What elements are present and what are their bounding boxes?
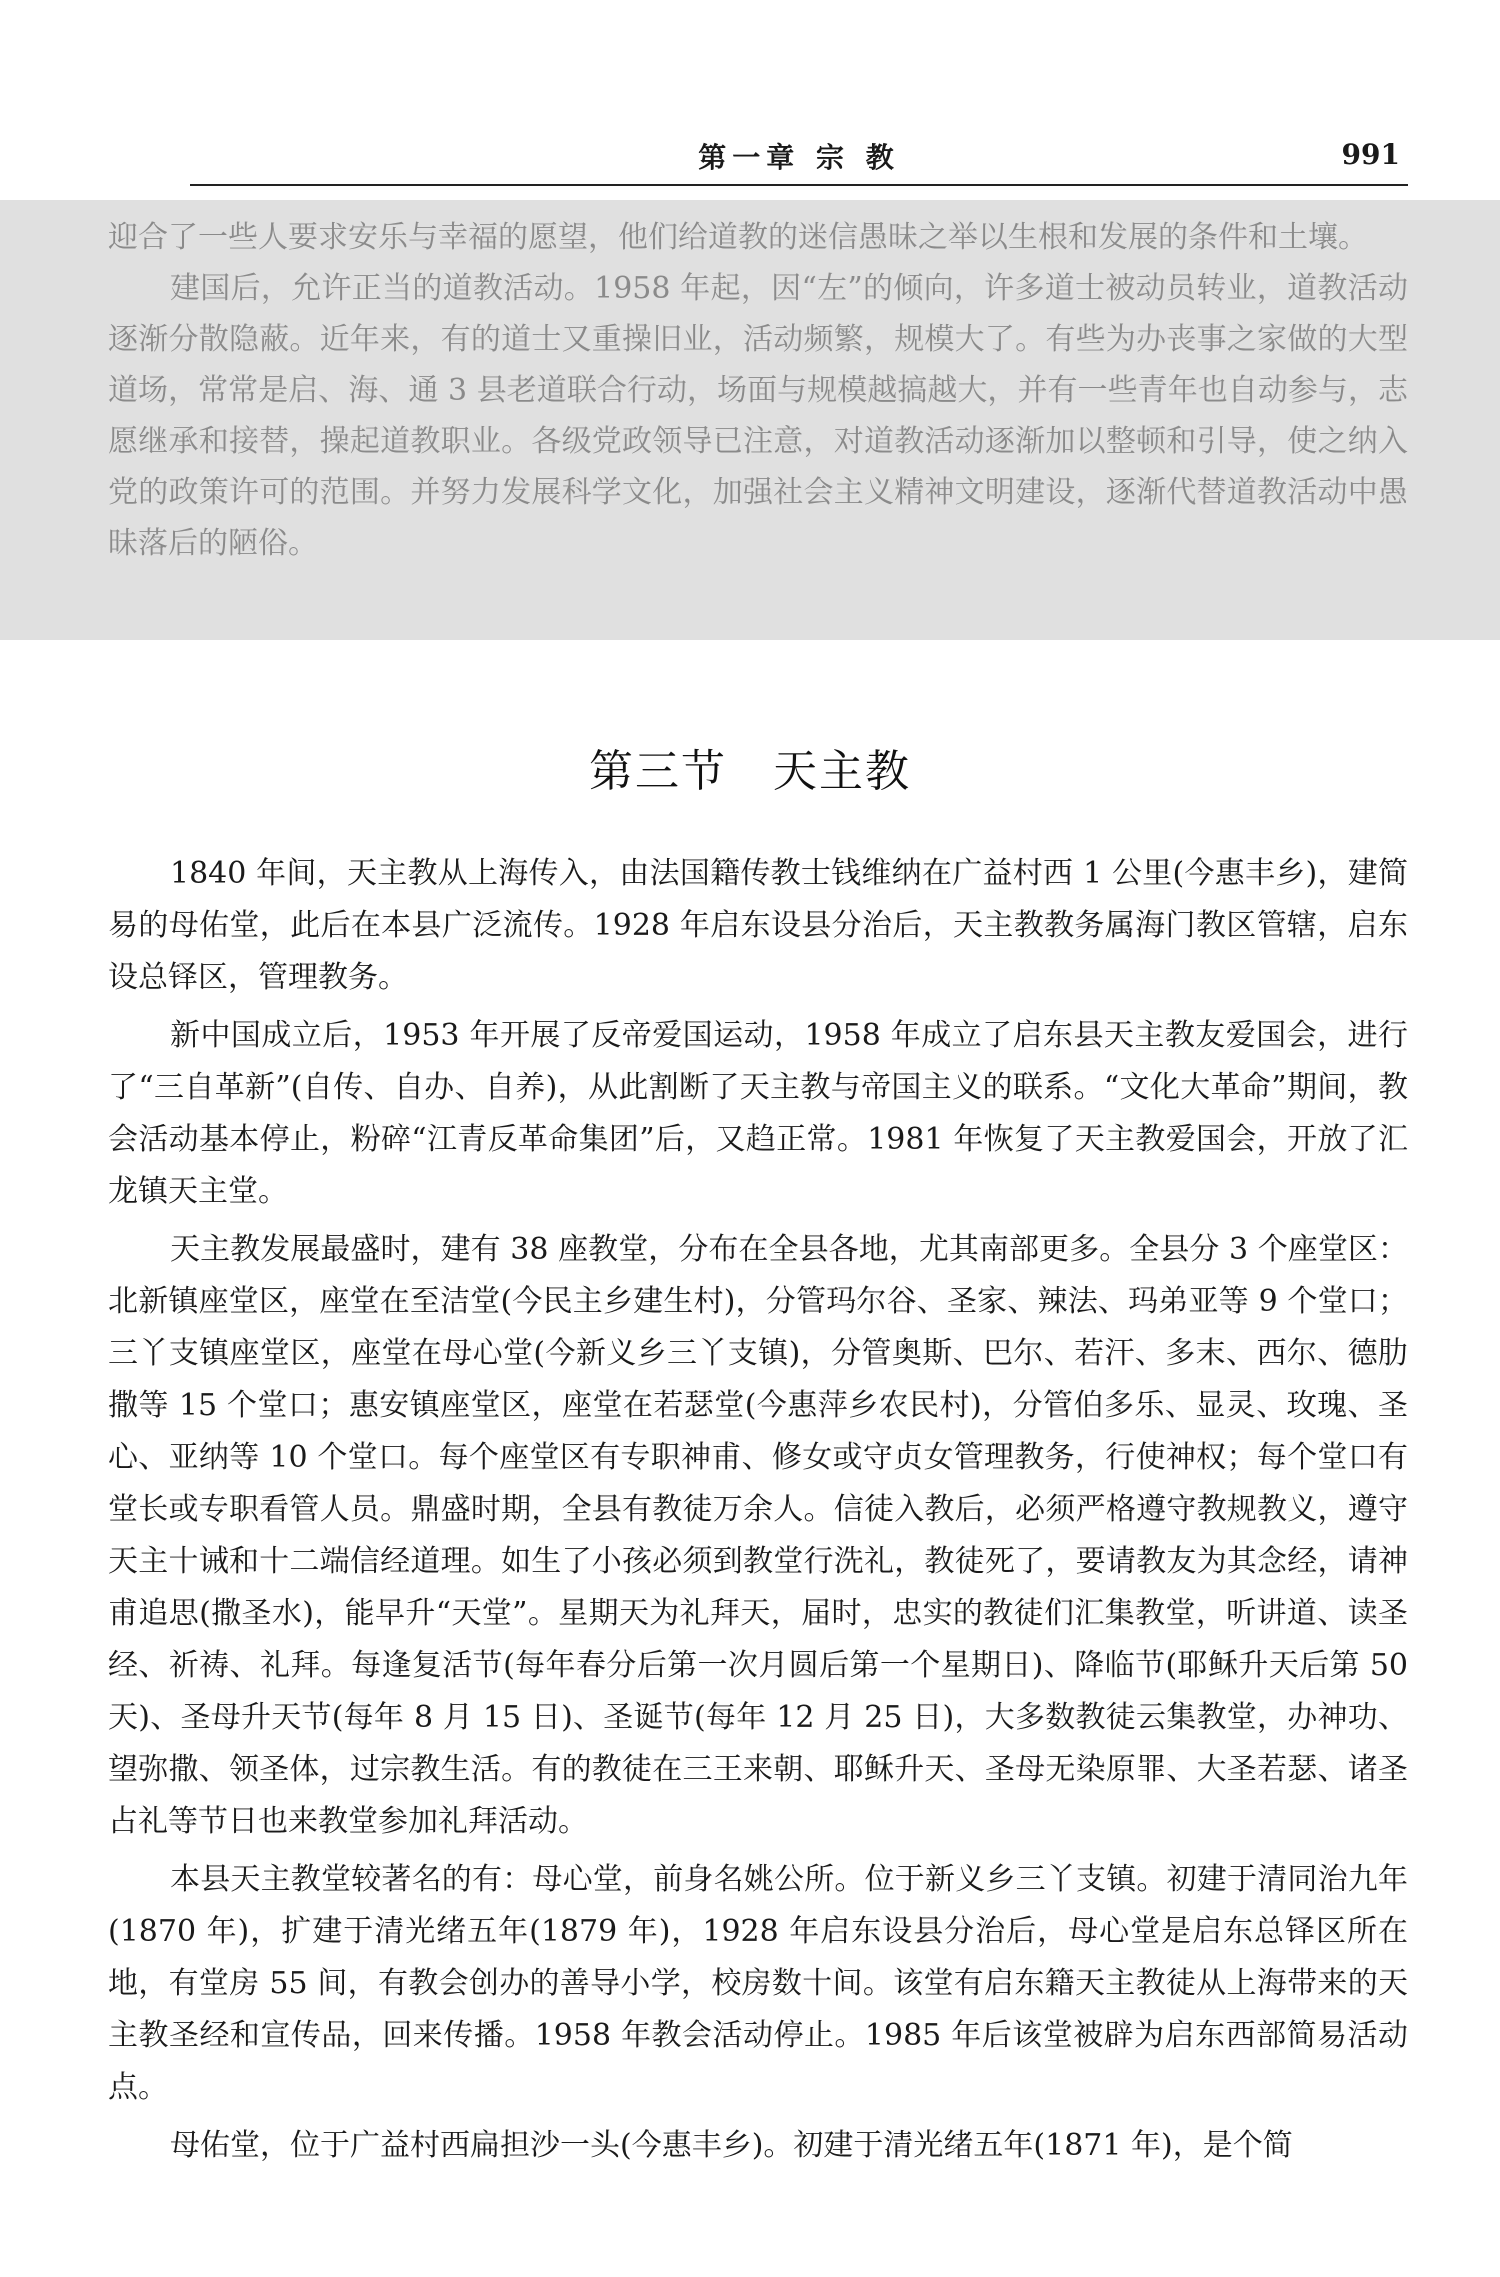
body-paragraph: 天主教发展最盛时，建有 38 座教堂，分布在全县各地，尤其南部更多。全县分 3 个座堂区：北新镇座堂区，座堂在至洁堂(今民主乡建生村)，分管玛尔谷、圣家、辣法、玛弟亚等 9 个堂口；三丫支镇座堂区，座堂在母心堂(今新义乡三丫支镇)，分管奥斯、巴尔、若汗、多末、西尔、德肋撒等 15 个堂口；惠安镇座堂区，座堂在若瑟堂(今惠萍乡农民村)，分管伯多乐、显灵、玫瑰、圣心、亚纳等 10 个堂口。每个座堂区有专职神甫、修女或守贞女管理教务，行使神权；每个堂口有堂长或专职看管人员。鼎盛时期，全县有教徒万余人。信徒入教后，必须严格遵守教规教义，遵守天主十诫和十二端信经道理。如生了小孩必须到教堂行洗礼，教徒死了，要请教友为其念经，请神甫追思(撒圣水)，能早升“天堂”。星期天为礼拜天，届时，忠实的教徒们汇集教堂，听讲道、读圣经、祈祷、礼拜。每逢复活节(每年春分后第一次月圆后第一个星期日)、降临节(耶稣升天后第 50 天)、圣母升天节(每年 8 月 15 日)、圣诞节(每年 12 月 25 日)，大多数教徒云集教堂，办神功、望弥撒、领圣体，过宗教生活。有的教徒在三王来朝、耶稣升天、圣母无染原罪、大圣若瑟、诸圣占礼等节日也来教堂参加礼拜活动。 [108, 1232, 1408, 1839]
body-paragraph: 本县天主教堂较著名的有：母心堂，前身名姚公所。位于新义乡三丫支镇。初建于清同治九年(1870 年)，扩建于清光绪五年(1879 年)，1928 年启东设县分治后，母心堂是启东总铎区所在地，有堂房 55 间，有教会创办的善导小学，校房数十间。该堂有启东籍天主教徒从上海带来的天主教圣经和宣传品，回来传播。1958 年教会活动停止。1985 年后该堂被辟为启东西部简易活动点。 [108, 1862, 1408, 2105]
body-paragraph: 1840 年间，天主教从上海传入，由法国籍传教士钱维纳在广益村西 1 公里(今惠丰乡)，建简易的母佑堂，此后在本县广泛流传。1928 年启东设县分治后，天主教教务属海门教区管辖，启东设总铎区，管理教务。 [108, 856, 1408, 995]
body-paragraph: 母佑堂，位于广益村西扁担沙一头(今惠丰乡)。初建于清光绪五年(1871 年)，是个简 [170, 2128, 1293, 2163]
section-title: 第三节 天主教 [589, 746, 911, 797]
highlighted-text [108, 212, 1408, 569]
running-title: 第一章 宗 教 [698, 141, 900, 174]
page-header [190, 128, 1408, 186]
body-text [108, 848, 1408, 2178]
body-paragraph: 新中国成立后，1953 年开展了反帝爱国运动，1958 年成立了启东县天主教友爱国会，进行了“三自革新”(自传、自办、自养)，从此割断了天主教与帝国主义的联系。“文化大革命”期间，教会活动基本停止，粉碎“江青反革命集团”后，又趋正常。1981 年恢复了天主教爱国会，开放了汇龙镇天主堂。 [108, 1018, 1408, 1209]
page-number: 991 [1341, 138, 1400, 171]
highlighted-paragraph: 建国后，允许正当的道教活动。1958 年起，因“左”的倾向，许多道士被动员转业，道教活动逐渐分散隐蔽。近年来，有的道士又重操旧业，活动频繁，规模大了。有些为办丧事之家做的大型道场，常常是启、海、通 3 县老道联合行动，场面与规模越搞越大，并有一些青年也自动参与，志愿继承和接替，操起道教职业。各级党政领导已注意，对道教活动逐渐加以整顿和引导，使之纳入党的政策许可的范围。并努力发展科学文化，加强社会主义精神文明建设，逐渐代替道教活动中愚昧落后的陋俗。 [108, 271, 1408, 561]
highlighted-paragraph: 迎合了一些人要求安乐与幸福的愿望，他们给道教的迷信愚昧之举以生根和发展的条件和土壤。 [108, 220, 1368, 255]
